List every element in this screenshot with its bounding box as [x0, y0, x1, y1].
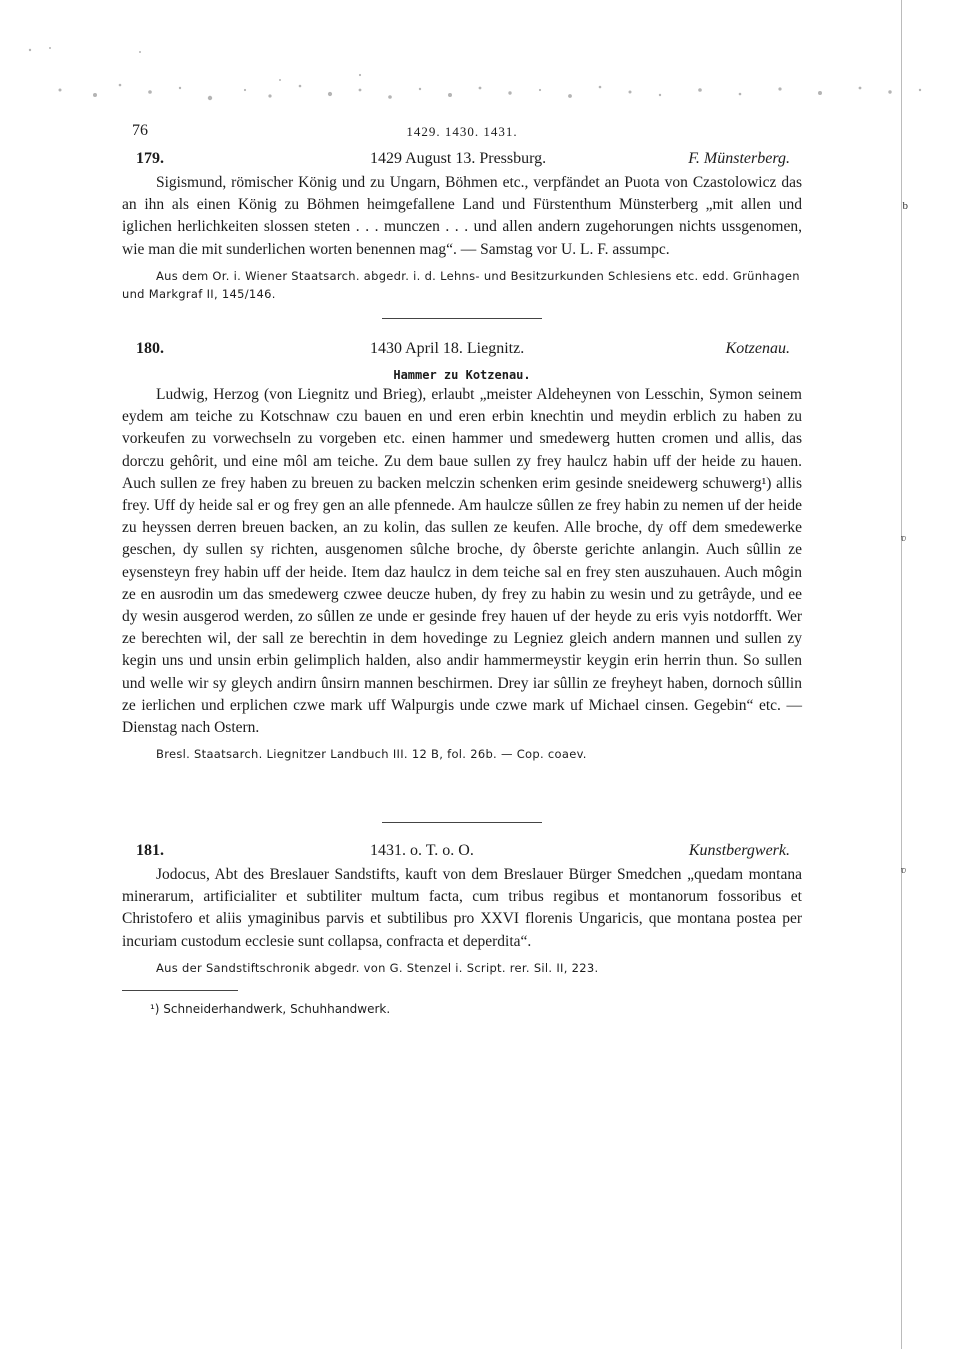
- document-number: 179.: [136, 150, 164, 167]
- margin-mark: ʋ: [900, 532, 906, 544]
- document-date: 1431. o. T. o. O.: [370, 842, 474, 859]
- document-place: Kotzenau.: [725, 340, 790, 357]
- footnote-rule: [122, 990, 238, 991]
- document-place: Kunstbergwerk.: [688, 842, 790, 859]
- document-text: Ludwig, Herzog (von Liegnitz und Brieg), erlaubt „meister Aldeheynen von Lesschin, Symon seinem eydem am teiche zu Kotschnaw czu bauen en und eren erbin knechtin und meydin erblich zu haben zu vorkeufen zu vorwechseln zu vorgeben etc. einen hammer und smedewerg hutten cromen und allis, das dorczu gehôrit, und eine môl am teiche. Zu dem baue sullen zy frey haulcz habin uff der heide zu hauen. Auch sullen ze frey haben zu breuen zu backen melczin schenken erim gesinde sneidewerg schuwerg¹) allis frey. Uff dy heide sal er og frey gen an alle pfennede. Am haulcze sûllen ze frey habin zu nemen uf der heide zu heyssen derren breuen backen, an zu kolin, das sullen ze keufen. Alle broche, dy off dem smedewerke geschen, dy sullen sy richten, ausgenomen sûlche broche, dy ôberste gerichte anlangin. Auch sûllin ze eysensteyn frey habin uff der heide. Item daz haulcz in dem teiche sal en frey sten auszuhauen. Auch môgin ze en ausrodin um das smedewerg czwee deucze huben, dy frey zu habin zu wesin und zu getrâyde, und ee dy wesin ausgerod werden, zo sûllen ze unde er gesinde frey hauen uf der heyde zu eris vyis notdorfft. Wer ze berechten wil, der sall ze berechtin in dem hovedinge zu Legniez gleich andern mannen und sullen zy kegin uns und unsin erbin gelimplich halden, also andir hammermeystir keygin erin herrin thun. So sullen und welle wir sy gleych andirn ûnsirn mannen beschirmen. Drey iar sûllin ze freyheyt haben, dornoch sûllin ze ierlichen und erplichen czwe mark uff Walpurgis unde czwe mark uf Michael cinsen. Gegebin“ etc. — Dienstag nach Ostern.: [122, 386, 802, 737]
- page-number: 76: [132, 122, 148, 139]
- header-years: 1429. 1430. 1431.: [406, 124, 518, 139]
- document-text: Sigismund, römischer König und zu Ungarn, Böhmen etc., verpfändet an Puota von Czastolowicz das an ihn als einen König zu Böhmen heimgefallene Land und Fürstenthum Münsterberg „mit allen und iglichen herlichkeiten slossen steten . . . munczen . . . und allen andern zugehorungen nichts ussgenomen, wie man die mit sunderlichen worten benennen mag“. — Samstag vor U. L. F. assumpc.: [122, 174, 802, 258]
- document-date: 1430 April 18. Liegnitz.: [370, 340, 525, 357]
- document-181: [122, 842, 802, 977]
- footnote: ¹) Schneiderhandwerk, Schuhhandwerk.: [150, 1002, 391, 1016]
- margin-mark: b: [902, 200, 908, 212]
- document-subheading: Hammer zu Kotzenau.: [393, 368, 531, 382]
- document-180: [122, 340, 802, 763]
- document-179: [122, 150, 802, 303]
- document-heading: [122, 340, 802, 362]
- document-number: 180.: [136, 340, 164, 357]
- section-divider: [382, 318, 542, 319]
- document-source: Bresl. Staatsarch. Liegnitzer Landbuch III. 12 B, fol. 26b. — Cop. coaev.: [156, 747, 587, 762]
- margin-mark: ʋ: [900, 864, 906, 876]
- document-heading: [122, 842, 802, 864]
- section-divider: [382, 822, 542, 823]
- scan-noise-band: [0, 40, 960, 120]
- document-number: 181.: [136, 842, 164, 859]
- document-place: F. Münsterberg.: [688, 150, 790, 167]
- document-text: Jodocus, Abt des Breslauer Sandstifts, kauft von dem Breslauer Bürger Smedchen „quedam montana minerarum, artificialiter et subtiliter multum facta, cum tribus regibus et montanorum fossoribus et Christofero et aliis ymaginibus parvis et subtilibus pro XXVI florenis Ungaricis, que montana postea per incuriam custodum ecclesie sunt collapsa, confracta et deperdita“.: [122, 866, 802, 950]
- document-source: Aus dem Or. i. Wiener Staatsarch. abgedr. i. d. Lehns- und Besitzurkunden Schlesiens etc. edd. Grünhagen und Markgraf II, 145/146.: [122, 268, 800, 301]
- document-heading: [122, 150, 802, 172]
- document-date: 1429 August 13. Pressburg.: [370, 150, 547, 167]
- document-source: Aus der Sandstiftschronik abgedr. von G. Stenzel i. Script. rer. Sil. II, 223.: [156, 960, 599, 975]
- running-header: [122, 122, 802, 140]
